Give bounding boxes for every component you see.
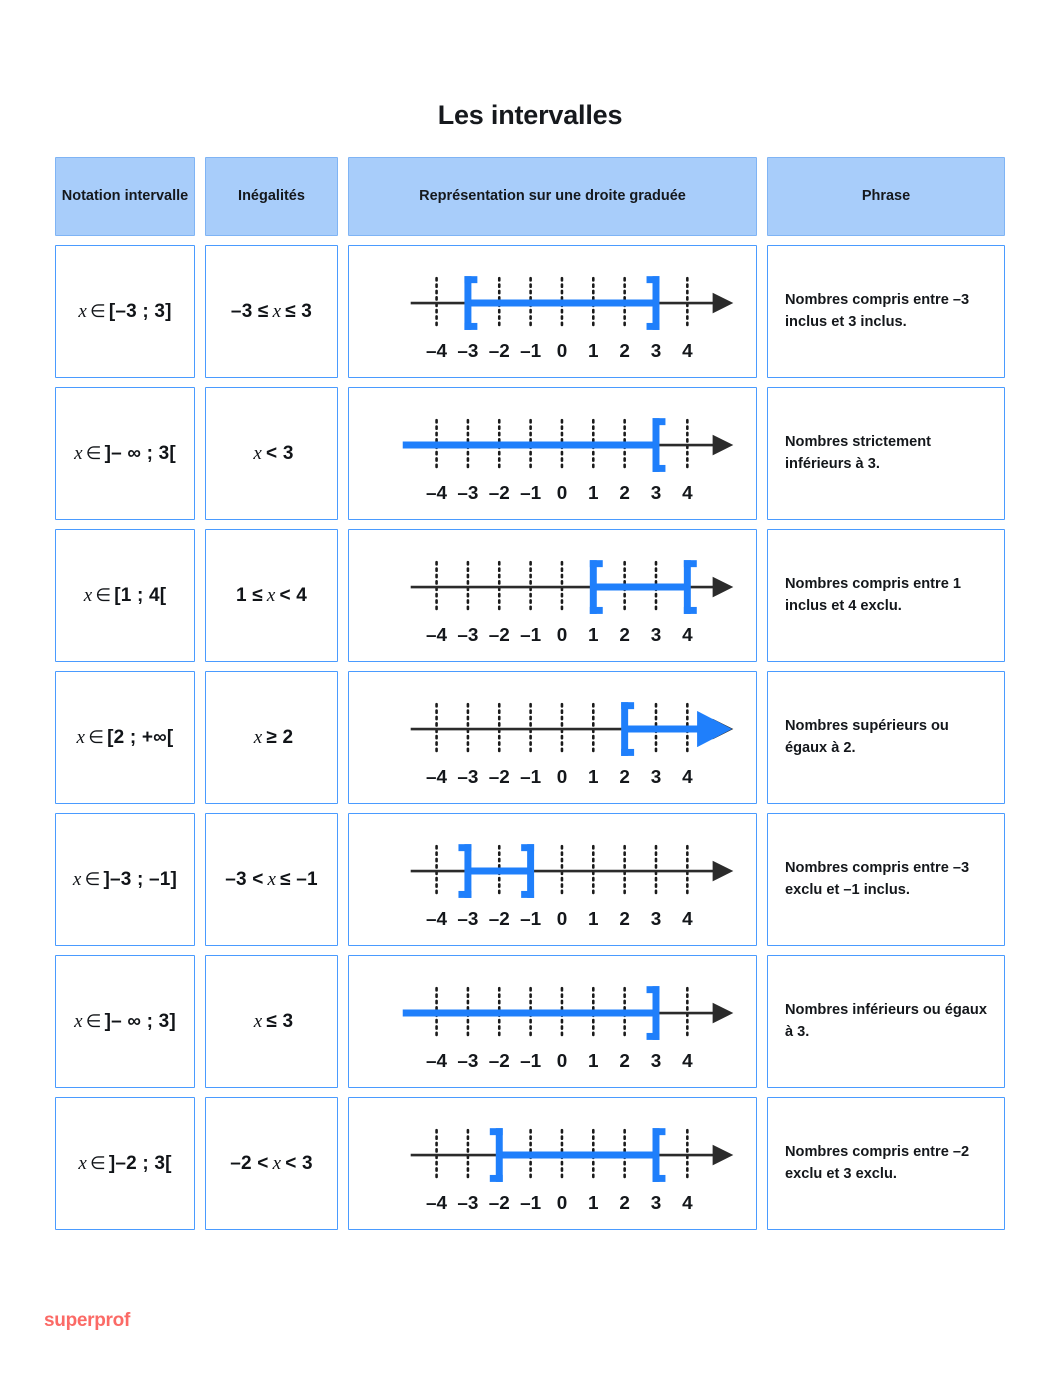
inequality-left: 1 ≤ <box>235 584 263 606</box>
variable-x: x <box>78 1152 87 1174</box>
svg-text:–1: –1 <box>520 908 542 930</box>
interval-bounds: ]–2 ; 3[ <box>108 1152 172 1174</box>
interval-notation <box>74 443 176 465</box>
variable-x: x <box>78 300 87 322</box>
svg-text:0: 0 <box>556 482 568 504</box>
inequality-expression <box>236 585 307 607</box>
svg-text:3: 3 <box>650 624 662 646</box>
header-representation <box>348 157 757 236</box>
svg-text:0: 0 <box>556 766 568 788</box>
cell-phrase <box>767 813 1005 946</box>
svg-text:–3: –3 <box>457 908 479 930</box>
phrase-text: Nombres compris entre 1 inclus et 4 exclu. <box>785 576 961 614</box>
svg-text:1: 1 <box>588 340 599 362</box>
interval-notation <box>74 1011 176 1033</box>
svg-text:–2: –2 <box>488 340 510 362</box>
cell-notation-intervalle <box>55 1097 195 1230</box>
interval-bounds: ]– ∞ ; 3[ <box>104 442 176 464</box>
intervals-table <box>55 157 1005 1230</box>
header-phrase-label: Phrase <box>861 187 911 204</box>
table-header-row <box>55 157 1005 236</box>
interval-notation <box>77 727 174 749</box>
svg-text:2: 2 <box>619 908 630 930</box>
interval-bounds: ]–3 ; –1] <box>103 868 178 890</box>
cell-notation-intervalle <box>55 671 195 804</box>
header-inegalites-label: Inégalités <box>238 187 305 204</box>
inequality-right: ≤ 3 <box>285 300 313 322</box>
variable-x: x <box>72 868 82 890</box>
svg-text:4: 4 <box>682 908 693 930</box>
svg-text:–3: –3 <box>457 766 479 788</box>
svg-text:–4: –4 <box>426 340 448 362</box>
phrase-text: Nombres compris entre –3 inclus et 3 inclus. <box>785 292 970 330</box>
svg-text:–1: –1 <box>520 1050 542 1072</box>
interval-notation <box>78 1153 171 1175</box>
svg-text:–2: –2 <box>488 482 510 504</box>
inequality-expression <box>230 1153 313 1175</box>
svg-text:–2: –2 <box>488 624 510 646</box>
cell-inegalite <box>205 1097 338 1230</box>
cell-phrase <box>767 245 1005 378</box>
header-phrase <box>767 157 1005 236</box>
svg-text:4: 4 <box>682 766 693 788</box>
svg-text:2: 2 <box>619 766 630 788</box>
superprof-logo: superprof <box>44 1310 130 1331</box>
inequality-right: < 3 <box>266 442 294 464</box>
svg-text:–3: –3 <box>457 624 479 646</box>
interval-bounds: ]– ∞ ; 3] <box>104 1010 176 1032</box>
inequality-expression <box>250 1011 294 1033</box>
svg-text:4: 4 <box>682 482 693 504</box>
interval-bounds: [1 ; 4[ <box>114 584 167 606</box>
cell-droite-graduee <box>348 671 757 804</box>
svg-text:–1: –1 <box>520 482 542 504</box>
svg-text:1: 1 <box>588 908 599 930</box>
cell-droite-graduee <box>348 529 757 662</box>
inequality-right: ≥ 2 <box>266 726 294 748</box>
svg-text:–1: –1 <box>520 624 542 646</box>
cell-notation-intervalle <box>55 387 195 520</box>
svg-text:3: 3 <box>650 908 662 930</box>
svg-text:1: 1 <box>588 1192 599 1214</box>
variable-x: x <box>272 1152 282 1174</box>
cell-phrase <box>767 529 1005 662</box>
svg-text:2: 2 <box>619 624 630 646</box>
table-row <box>55 671 1005 804</box>
header-inegalites <box>205 157 338 236</box>
svg-text:–3: –3 <box>457 482 479 504</box>
variable-x: x <box>83 584 93 606</box>
svg-text:2: 2 <box>619 1050 630 1072</box>
inequality-right: < 3 <box>285 1152 313 1174</box>
table-row <box>55 1097 1005 1230</box>
svg-text:4: 4 <box>682 624 693 646</box>
cell-droite-graduee <box>348 1097 757 1230</box>
svg-text:0: 0 <box>556 1050 568 1072</box>
cell-notation-intervalle <box>55 529 195 662</box>
header-notation-intervalle-label: Notation intervalle <box>61 187 189 204</box>
cell-notation-intervalle <box>55 245 195 378</box>
cell-inegalite <box>205 245 338 378</box>
variable-x: x <box>253 1010 263 1032</box>
variable-x: x <box>76 726 86 748</box>
cell-inegalite <box>205 529 338 662</box>
phrase-text: Nombres supérieurs ou égaux à 2. <box>785 718 949 756</box>
cell-phrase <box>767 387 1005 520</box>
header-representation-label: Représentation sur une droite graduée <box>419 187 686 204</box>
inequality-right: ≤ –1 <box>280 868 318 890</box>
svg-text:2: 2 <box>619 340 630 362</box>
cell-droite-graduee <box>348 245 757 378</box>
phrase-text: Nombres inférieurs ou égaux à 3. <box>785 1002 987 1040</box>
element-of-icon: ∈ <box>84 868 101 889</box>
table-row <box>55 245 1005 378</box>
phrase-text: Nombres compris entre –2 exclu et 3 exclu. <box>785 1144 970 1182</box>
svg-text:–2: –2 <box>488 1192 510 1214</box>
svg-text:–4: –4 <box>426 766 448 788</box>
variable-x: x <box>253 442 263 464</box>
svg-text:–3: –3 <box>457 340 479 362</box>
svg-text:–1: –1 <box>520 766 542 788</box>
header-notation-intervalle <box>55 157 195 236</box>
svg-text:–4: –4 <box>426 482 448 504</box>
inequality-expression <box>250 727 294 749</box>
svg-text:–1: –1 <box>520 340 542 362</box>
svg-text:3: 3 <box>650 766 662 788</box>
cell-phrase <box>767 671 1005 804</box>
variable-x: x <box>266 584 276 606</box>
variable-x: x <box>267 868 277 890</box>
cell-notation-intervalle <box>55 813 195 946</box>
variable-x: x <box>272 300 282 322</box>
svg-text:3: 3 <box>650 1050 662 1072</box>
inequality-right: < 4 <box>279 584 308 606</box>
svg-text:2: 2 <box>619 482 630 504</box>
svg-text:1: 1 <box>588 1050 599 1072</box>
variable-x: x <box>253 726 263 748</box>
cell-phrase <box>767 1097 1005 1230</box>
svg-text:–4: –4 <box>426 1192 448 1214</box>
svg-text:0: 0 <box>556 340 568 362</box>
table-row <box>55 813 1005 946</box>
element-of-icon: ∈ <box>89 1152 106 1173</box>
cell-phrase <box>767 955 1005 1088</box>
svg-text:–4: –4 <box>426 1050 448 1072</box>
inequality-left: –2 < <box>230 1152 269 1174</box>
interval-notation <box>73 869 177 891</box>
svg-text:1: 1 <box>588 482 599 504</box>
inequality-left: –3 ≤ <box>230 300 269 322</box>
svg-text:1: 1 <box>588 766 599 788</box>
element-of-icon: ∈ <box>95 584 112 605</box>
element-of-icon: ∈ <box>88 726 105 747</box>
svg-text:–2: –2 <box>488 766 510 788</box>
svg-text:3: 3 <box>650 482 662 504</box>
inequality-expression <box>249 443 293 465</box>
interval-notation <box>78 301 171 323</box>
svg-text:0: 0 <box>556 908 568 930</box>
svg-text:–4: –4 <box>426 624 448 646</box>
table-row <box>55 387 1005 520</box>
inequality-expression <box>225 869 318 891</box>
inequality-right: ≤ 3 <box>266 1010 294 1032</box>
svg-text:0: 0 <box>556 624 568 646</box>
interval-bounds: [2 ; +∞[ <box>107 726 174 748</box>
cell-droite-graduee <box>348 813 757 946</box>
variable-x: x <box>74 442 83 464</box>
element-of-icon: ∈ <box>85 1010 102 1031</box>
cell-inegalite <box>205 955 338 1088</box>
phrase-text: Nombres strictement inférieurs à 3. <box>785 434 931 472</box>
element-of-icon: ∈ <box>89 300 106 321</box>
cell-notation-intervalle <box>55 955 195 1088</box>
interval-notation <box>84 585 167 607</box>
cell-droite-graduee <box>348 387 757 520</box>
svg-text:–2: –2 <box>488 1050 510 1072</box>
svg-text:–4: –4 <box>426 908 448 930</box>
table-row <box>55 529 1005 662</box>
inequality-expression <box>231 301 312 323</box>
table-row <box>55 955 1005 1088</box>
inequality-left: –3 < <box>225 868 264 890</box>
phrase-text: Nombres compris entre –3 exclu et –1 inclus. <box>785 860 970 898</box>
variable-x: x <box>74 1010 83 1032</box>
svg-text:3: 3 <box>650 340 662 362</box>
svg-text:–1: –1 <box>520 1192 542 1214</box>
svg-text:1: 1 <box>588 624 599 646</box>
table-body <box>55 245 1005 1230</box>
svg-text:4: 4 <box>682 1192 693 1214</box>
svg-text:0: 0 <box>556 1192 568 1214</box>
svg-text:–3: –3 <box>457 1192 479 1214</box>
svg-text:3: 3 <box>650 1192 662 1214</box>
cell-inegalite <box>205 387 338 520</box>
interval-bounds: [–3 ; 3] <box>108 300 172 322</box>
cell-inegalite <box>205 813 338 946</box>
svg-text:–3: –3 <box>457 1050 479 1072</box>
cell-inegalite <box>205 671 338 804</box>
svg-text:4: 4 <box>682 340 693 362</box>
cell-droite-graduee <box>348 955 757 1088</box>
svg-text:2: 2 <box>619 1192 630 1214</box>
element-of-icon: ∈ <box>85 442 102 463</box>
svg-text:4: 4 <box>682 1050 693 1072</box>
svg-text:–2: –2 <box>488 908 510 930</box>
page-title: Les intervalles <box>437 100 623 130</box>
